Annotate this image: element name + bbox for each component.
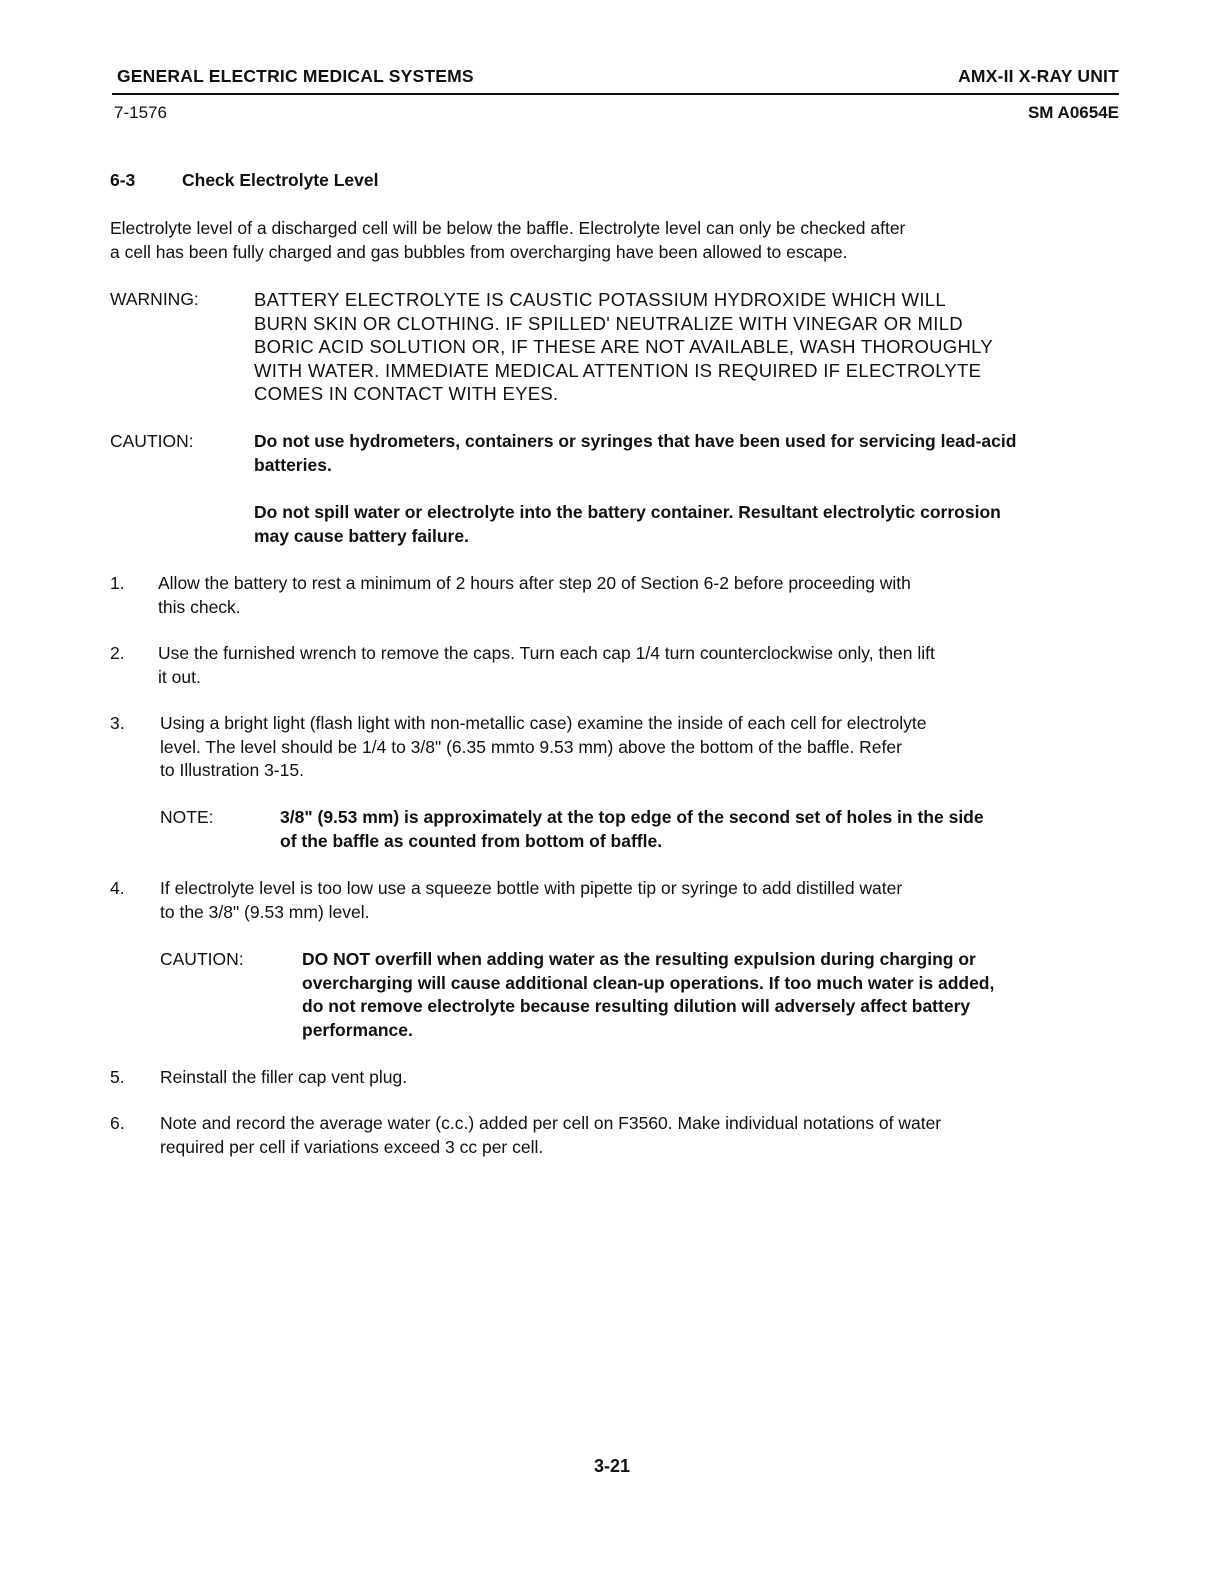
note-line: 3/8" (9.53 mm) is approximately at the top edge of the second set of holes in the side (280, 807, 984, 827)
step-line: required per cell if variations exceed 3 cc per cell. (160, 1136, 544, 1157)
caution-text-3 (302, 948, 1102, 1042)
step-text (158, 572, 911, 619)
step-text (160, 712, 926, 783)
step-text (160, 1066, 407, 1090)
step-line: level. The level should be 1/4 to 3/8" (6.35 mmto 9.53 mm) above the bottom of the baffle. Refer (160, 736, 902, 757)
caution-text-1 (254, 430, 1114, 477)
caution-line: do not remove electrolyte because resulting dilution will adversely affect battery (302, 996, 971, 1016)
caution-line: performance. (302, 1019, 413, 1040)
caution-line: DO NOT overfill when adding water as the resulting expulsion during charging or (302, 949, 976, 969)
step-number: 6. (110, 1113, 125, 1133)
intro-line: Electrolyte level of a discharged cell will be below the baffle. Electrolyte level can only be checked after (110, 218, 906, 238)
warning-line: BATTERY ELECTROLYTE IS CAUSTIC POTASSIUM HYDROXIDE WHICH WILL (254, 289, 946, 310)
section-title: Check Electrolyte Level (182, 170, 379, 190)
step-number: 1. (110, 573, 125, 593)
step-line: to Illustration 3-15. (160, 760, 304, 780)
step-line: Reinstall the filler cap vent plug. (160, 1067, 408, 1087)
caution-text-2 (254, 501, 1114, 548)
doc-number: 7-1576 (114, 103, 167, 122)
caution-label: CAUTION: (160, 949, 244, 969)
step-number: 2. (110, 643, 125, 663)
step-number: 3. (110, 713, 125, 733)
caution-label: CAUTION: (110, 431, 194, 451)
step-text (158, 642, 935, 689)
page-number: 3-21 (593, 1456, 631, 1476)
warning-line: BURN SKIN OR CLOTHING. IF SPILLED' NEUTRALIZE WITH VINEGAR OR MILD (254, 312, 963, 334)
step-line: Note and record the average water (c.c.) added per cell on F3560. Make individual notations of water (160, 1113, 942, 1133)
step-number: 5. (110, 1067, 125, 1087)
step-line: If electrolyte level is too low use a squeeze bottle with pipette tip or syringe to add distilled water (160, 878, 903, 898)
header-rule (112, 93, 1119, 95)
intro-line: a cell has been fully charged and gas bubbles from overcharging have been allowed to escape. (110, 241, 848, 262)
caution-line: batteries. (254, 454, 332, 475)
note-line: of the baffle as counted from bottom of baffle. (280, 830, 663, 851)
warning-line: BORIC ACID SOLUTION OR, IF THESE ARE NOT AVAILABLE, WASH THOROUGHLY (254, 336, 994, 357)
caution-line: Do not spill water or electrolyte into the battery container. Resultant electrolytic corrosion (254, 502, 1001, 522)
step-number: 4. (110, 878, 125, 898)
caution-line: may cause battery failure. (254, 525, 469, 546)
warning-text (254, 288, 993, 406)
note-label: NOTE: (160, 807, 214, 827)
step-line: to the 3/8" (9.53 mm) level. (160, 901, 370, 922)
step-line: Allow the battery to rest a minimum of 2 hours after step 20 of Section 6-2 before proceeding with (158, 573, 911, 593)
step-text (160, 877, 902, 924)
step-line: this check. (158, 596, 241, 617)
step-text (160, 1112, 941, 1159)
caution-line: Do not use hydrometers, containers or syringes that have been used for servicing lead-acid (254, 431, 1017, 451)
manual-code: SM A0654E (1027, 103, 1119, 122)
warning-line: COMES IN CONTACT WITH EYES. (254, 383, 559, 404)
step-line: Using a bright light (flash light with non-metallic case) examine the inside of each cell for electrolyte (160, 713, 927, 733)
caution-line: overcharging will cause additional clean-up operations. If too much water is added, (302, 972, 995, 993)
warning-label: WARNING: (110, 289, 199, 309)
intro-paragraph (110, 217, 1120, 264)
company-name: GENERAL ELECTRIC MEDICAL SYSTEMS (117, 66, 474, 86)
warning-line: WITH WATER. IMMEDIATE MEDICAL ATTENTION IS REQUIRED IF ELECTROLYTE (254, 359, 982, 381)
section-number: 6-3 (110, 170, 136, 190)
note-text (280, 806, 984, 853)
step-line: it out. (158, 666, 201, 687)
product-name: AMX-II X-RAY UNIT (958, 66, 1119, 86)
step-line: Use the furnished wrench to remove the caps. Turn each cap 1/4 turn counterclockwise only, then lift (158, 643, 935, 663)
